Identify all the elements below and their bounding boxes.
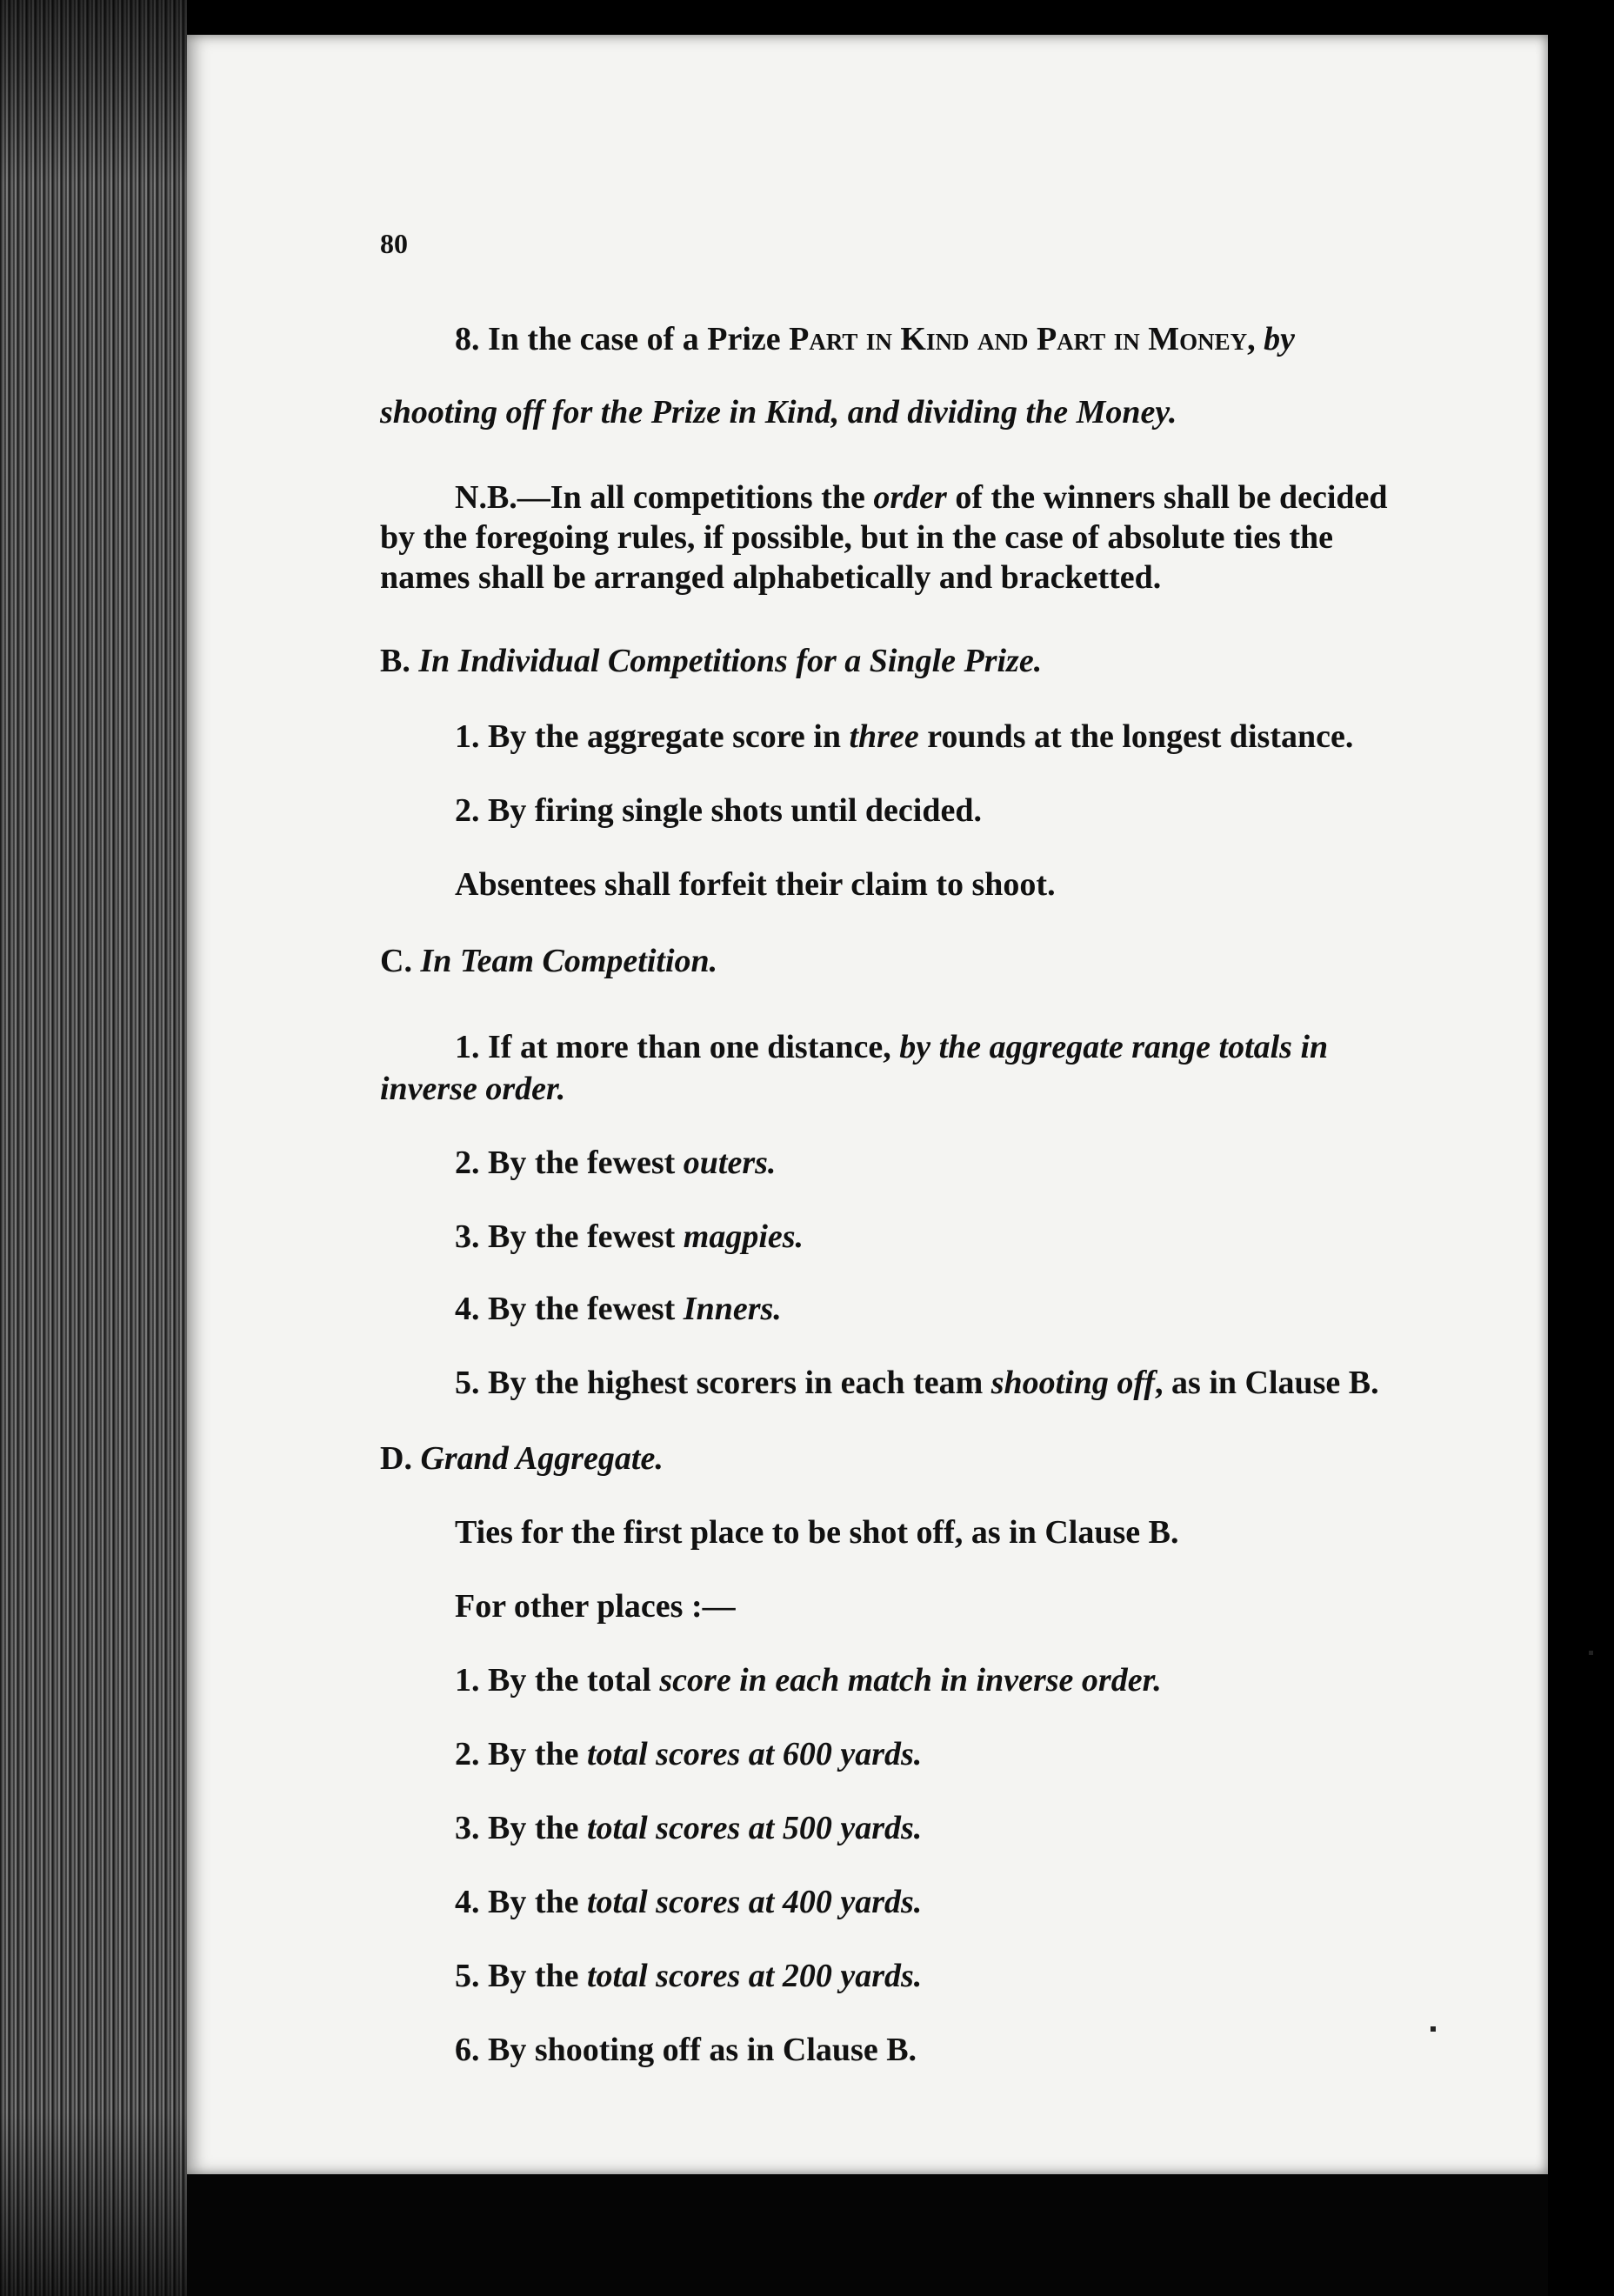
section-d-item6: 6. By shooting off as in Clause B. (455, 2032, 917, 2068)
nb-line1 (455, 478, 1388, 517)
para8-part-in-kind: Part in Kind and Part in Money, (789, 321, 1256, 357)
section-c-item3-a: 3. By the fewest (455, 1218, 684, 1255)
section-d-item5 (455, 1957, 922, 1995)
nb-line3: names shall be arranged alphabetically and bracketted. (380, 559, 1162, 596)
section-b-absentees: Absentees shall forfeit their claim to shoot. (455, 866, 1056, 903)
ink-speck (1589, 1651, 1593, 1655)
section-d-item4-a: 4. By the (455, 1884, 587, 1920)
section-c-item2-b: outers. (683, 1145, 777, 1181)
book-page (187, 35, 1548, 2174)
section-d-item1 (455, 1661, 1162, 1699)
section-c-item3-b: magpies. (683, 1218, 804, 1255)
section-d-item2-b: total scores at 600 yards. (587, 1736, 923, 1772)
section-b-item1 (455, 718, 1353, 756)
section-c-item5-c: , as in Clause B. (1155, 1365, 1379, 1401)
section-d-item4-b: total scores at 400 yards. (587, 1884, 923, 1920)
section-b-item1-b: rounds at the longest distance. (918, 718, 1354, 755)
section-d-label: D. (380, 1440, 421, 1477)
section-b-item1-a: 1. By the aggregate score in (455, 718, 850, 755)
nb-line1-b: of the winners shall be decided (946, 479, 1388, 516)
section-d-other: For other places :— (455, 1588, 736, 1625)
page-number: 80 (380, 228, 408, 259)
section-c-item2 (455, 1144, 776, 1182)
section-c-item4-b: Inners. (683, 1291, 782, 1327)
section-c-item4-a: 4. By the fewest (455, 1291, 684, 1327)
section-c-heading (380, 942, 717, 980)
section-d-title: Grand Aggregate. (420, 1440, 664, 1477)
section-d-item1-b: score in each match in inverse order. (659, 1662, 1162, 1699)
section-b-heading (380, 642, 1042, 680)
para8-line2-text: shooting off for the Prize in Kind, and dividing the Money. (380, 394, 1177, 430)
section-d-item5-b: total scores at 200 yards. (587, 1958, 923, 1994)
section-c-item1-c: inverse order. (380, 1071, 566, 1107)
nb-order: order (873, 479, 947, 516)
section-d-item4 (455, 1883, 922, 1921)
para8-line2 (380, 393, 1177, 431)
section-b-label: B. (380, 643, 419, 679)
section-d-item3-a: 3. By the (455, 1810, 587, 1846)
section-c-label: C. (380, 943, 421, 979)
section-b-title: In Individual Competitions for a Single Prize. (418, 643, 1043, 679)
section-c-title: In Team Competition. (420, 943, 718, 979)
section-c-item1 (455, 1028, 1328, 1066)
section-c-item5 (455, 1364, 1379, 1402)
nb-line2: by the foregoing rules, if possible, but in the case of absolute ties the (380, 519, 1334, 556)
section-c-item5-a: 5. By the highest scorers in each team (455, 1365, 991, 1401)
para8-line1 (455, 320, 1614, 358)
page-bottom-shadow (187, 2174, 1548, 2296)
para8-by: by (1255, 321, 1295, 357)
section-b-item1-three: three (849, 718, 919, 755)
section-c-item1-cont (380, 1070, 565, 1108)
section-d-item2 (455, 1735, 922, 1773)
section-d-ties: Ties for the first place to be shot off, as in Clause B. (455, 1514, 1179, 1551)
nb-line1-a: N.B.—In all competitions the (455, 479, 874, 516)
section-d-item3 (455, 1809, 922, 1847)
section-d-item5-a: 5. By the (455, 1958, 587, 1994)
section-c-item2-a: 2. By the fewest (455, 1145, 684, 1181)
section-c-item4 (455, 1290, 782, 1328)
section-c-item1-b: by the aggregate range totals in (899, 1029, 1329, 1065)
section-c-item5-b: shooting off (990, 1365, 1156, 1401)
section-d-item3-b: total scores at 500 yards. (587, 1810, 923, 1846)
section-d-item1-a: 1. By the total (455, 1662, 660, 1699)
para8-lead: 8. In the case of a Prize (455, 321, 790, 357)
section-c-item3 (455, 1218, 804, 1256)
ink-speck (1431, 2026, 1436, 2032)
book-edge-left (0, 0, 187, 2296)
section-c-item1-a: 1. If at more than one distance, (455, 1029, 900, 1065)
section-d-item2-a: 2. By the (455, 1736, 587, 1772)
section-d-heading (380, 1439, 664, 1478)
section-b-item2: 2. By firing single shots until decided. (455, 792, 982, 829)
